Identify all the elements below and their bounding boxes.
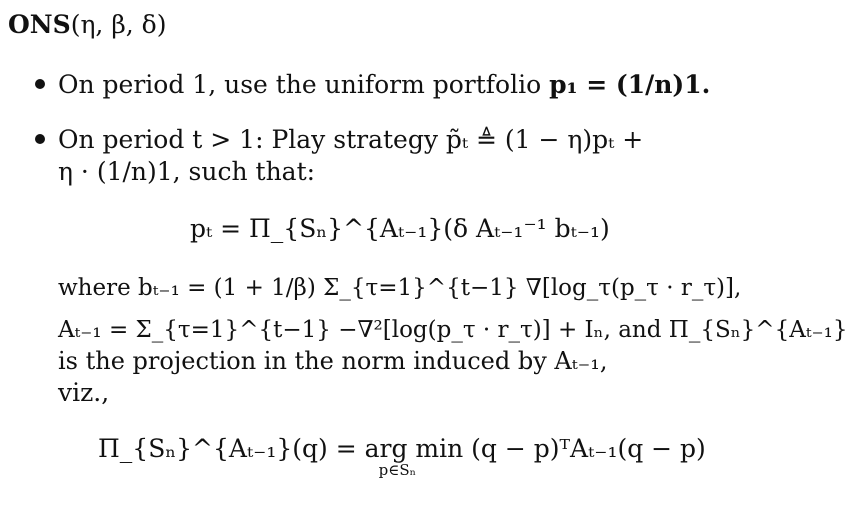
bullet-2-line-1 xyxy=(58,125,643,155)
bullet-1-line xyxy=(58,70,710,100)
bullet-point-1 xyxy=(35,79,45,89)
equation-projection xyxy=(98,434,706,479)
bullet-2-text: On period t > 1: Play strategy xyxy=(58,125,438,154)
bullet-2-formula-b: η · (1/n)1, such that: xyxy=(58,157,316,186)
equation-pt xyxy=(190,214,610,244)
algorithm-params: (η, β, δ) xyxy=(70,10,167,39)
bullet-1-formula: p₁ = (1/n)1. xyxy=(549,70,711,99)
where-line-2-text: Aₜ₋₁ = Σ_{τ=1}^{t−1} −∇²[log(p_τ · r_τ)] + Iₙ, and Π_{Sₙ}^{Aₜ₋₁} xyxy=(58,317,847,343)
where-line-2 xyxy=(58,315,847,345)
equation-projection-rhs: (q − p)ᵀAₜ₋₁(q − p) xyxy=(471,434,706,463)
algorithm-title xyxy=(8,10,166,40)
where-line-1 xyxy=(58,273,741,303)
where-line-4 xyxy=(58,378,109,408)
where-line-4-text: viz., xyxy=(58,378,110,407)
bullet-1-text: On period 1, use the uniform portfolio xyxy=(58,70,542,99)
argmin-operator xyxy=(364,434,464,479)
equation-pt-content: pₜ = Π_{Sₙ}^{Aₜ₋₁}(δ Aₜ₋₁⁻¹ bₜ₋₁) xyxy=(190,214,610,243)
where-line-3-text: is the projection in the norm induced by Aₜ₋₁, xyxy=(58,347,608,375)
bullet-point-2 xyxy=(35,134,45,144)
equation-projection-lhs: Π_{Sₙ}^{Aₜ₋₁}(q) = xyxy=(98,434,357,463)
algorithm-name: ONS xyxy=(8,10,71,39)
where-line-3 xyxy=(58,346,608,376)
argmin-label: arg min xyxy=(364,434,464,463)
where-line-1-text: where bₜ₋₁ = (1 + 1/β) Σ_{τ=1}^{t−1} ∇[log_τ(p_τ · r_τ)], xyxy=(58,275,742,301)
bullet-2-formula-a: p̃ₜ ≜ (1 − η)pₜ + xyxy=(445,125,644,154)
bullet-2-line-2 xyxy=(58,157,315,187)
argmin-subscript: p∈Sₙ xyxy=(378,461,417,479)
